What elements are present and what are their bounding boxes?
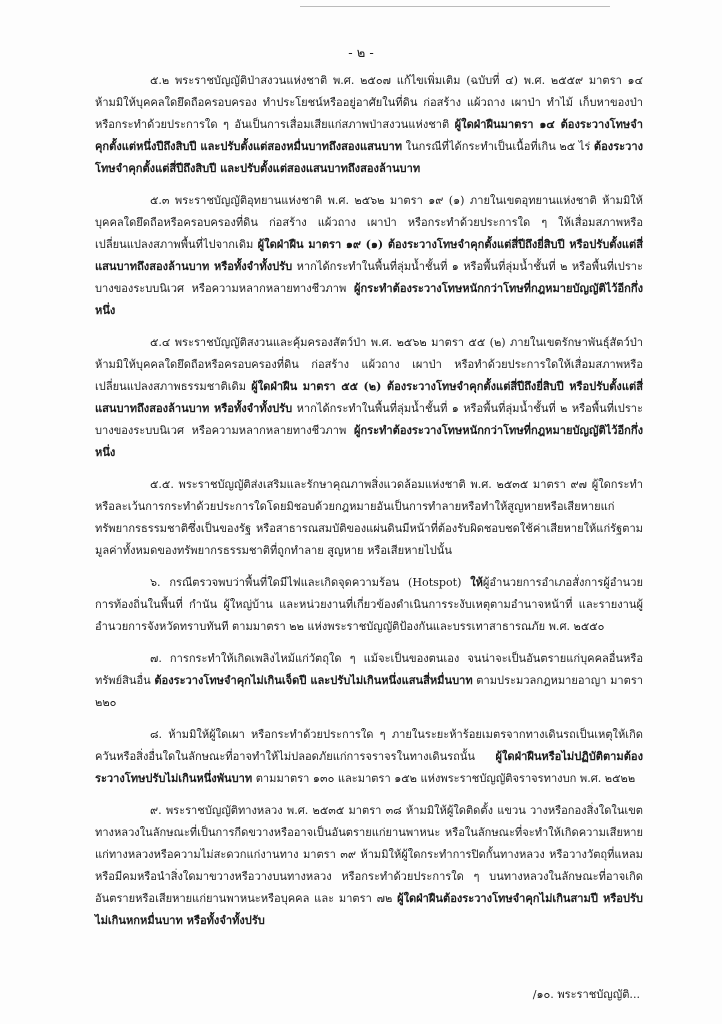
paragraph-gap [95,562,643,572]
text-run: ในกรณีที่ได้กระทำเป็นเนื้อที่เกิน ๒๕ ไร่ [402,140,594,153]
text-run: ผู้อำนวยการอำเภอสั่งการผู้อำนวยการท้องถิ่นในพื้นที่ กำนัน ผู้ใหญ่บ้าน และหน่วยงานที่เกี่ยวข้องดำเนินการระงับเหตุตามอำนาจหน้าที่ และรายงานผู้อำนวยการจังหวัดทราบทันที ตามมาตรา ๒๒ แห่งพระราชบัญญัติป้องกันและบรรเทาสาธารณภัย พ.ศ. ๒๕๕๐ [95,576,643,633]
text-run: หากได้กระทำในพื้นที่ลุ่มน้ำชั้นที่ ๑ หรือพื้นที่ลุ่มน้ำชั้นที่ ๒ หรือพื้นที่เปราะบางของระบบนิเวศ หรือความหลากหลายทางชีวภาพ [95,402,643,437]
text-run: ๗. การกระทำให้เกิดเพลิงไหม้แก่วัตถุใด ๆ แม้จะเป็นของตนเอง จนน่าจะเป็นอันตรายแก่บุคคลอื่นหรือทรัพย์สินอื่น [95,652,643,687]
bold-text: ผู้ใดฝ่าฝืน มาตรา ๕๕ (๒) ต้องระวางโทษจำคุกตั้งแต่สี่ปีถึงยี่สิบปี หรือปรับตั้งแต่สี่แสนบาทถึงสองล้านบาท หรือทั้งจำทั้งปรับ [95,380,643,415]
bold-text: ผู้ใดฝ่าฝืน มาตรา ๑๙ (๑) ต้องระวางโทษจำคุกตั้งแต่สี่ปีถึงยี่สิบปี หรือปรับตั้งแต่สี่แสนบาทถึงสองล้านบาท หรือทั้งจำทั้งปรับ [95,238,643,273]
bold-text: ผู้กระทำต้องระวางโทษหนักกว่าโทษที่กฎหมายบัญญัติไว้อีกกึ่งหนึ่ง [95,282,643,317]
document-body [95,70,643,932]
text-run: ๕.๕. พระราชบัญญัติส่งเสริมและรักษาคุณภาพสิ่งแวดล้อมแห่งชาติ พ.ศ. ๒๕๓๕ มาตรา ๙๗ ผู้ใดกระทำหรือละเว้นการกระทำด้วยประการใดโดยมิชอบด้วยกฎหมายอันเป็นการทำลายหรือทำให้สูญหายหรือเสียหายแก่ทรัพยากรธรรมชาติซึ่งเป็นของรัฐ หรือสาธารณสมบัติของแผ่นดินมีหน้าที่ต้องรับผิดชอบชดใช้ค่าเสียหายให้แก่รัฐตามมูลค่าทั้งหมดของทรัพยากรธรรมชาติที่ถูกทำลาย สูญหาย หรือเสียหายไปนั้น [95,478,643,557]
bold-text: ผู้กระทำต้องระวางโทษหนักกว่าโทษที่กฎหมายบัญญัติไว้อีกกึ่งหนึ่ง [95,424,643,459]
paragraph-gap [95,322,643,332]
text-run: ตามประมวลกฎหมายอาญา มาตรา ๒๒๐ [95,674,644,709]
paragraph-gap [95,714,643,724]
text-run: ๙. พระราชบัญญัติทางหลวง พ.ศ. ๒๕๓๕ มาตรา ๓๘ ห้ามมิให้ผู้ใดติดตั้ง แขวน วางหรือกองสิ่งใดในเขตทางหลวงในลักษณะที่เป็นการกีดขวางหรืออาจเป็นอันตรายแก่ยานพาหนะ หรือในลักษณะที่จะทำให้เกิดความเสียหายแก่ทางหลวงหรือความไม่สะดวกแก่งานทาง มาตรา ๓๙ ห้ามมิให้ผู้ใดกระทำการปิดกั้นทางหลวง หรือวางวัตถุที่แหลมหรือมีคมหรือนำสิ่งใดมาขวางหรือวางบนทางหลวง หรือกระทำด้วยประการใด ๆ บนทางหลวงในลักษณะที่อาจเกิดอันตรายหรือเสียหายแก่ยานพาหนะหรือบุคคล และ มาตรา ๗๒ [95,804,643,905]
bold-text: ผู้ใดฝ่าฝืนมาตรา ๑๔ ต้องระวางโทษจำคุกตั้งแต่หนึ่งปีถึงสิบปี และปรับตั้งแต่สองหมื่นบาทถึงสองแสนบาท [95,118,643,153]
paragraph [95,70,643,180]
paragraph-gap [95,790,643,800]
letterhead-rule [300,6,610,8]
paragraph-gap [95,638,643,648]
paragraph [95,800,643,932]
paragraph [95,332,643,464]
bold-text: ผู้ใดฝ่าฝืนต้องระวางโทษจำคุกไม่เกินสามปี หรือปรับไม่เกินหกหมื่นบาท หรือทั้งจำทั้งปรับ [95,892,643,927]
text-run: ๕.๒ พระราชบัญญัติป่าสงวนแห่งชาติ พ.ศ. ๒๕๐๗ แก้ไขเพิ่มเติม (ฉบับที่ ๔) พ.ศ. ๒๕๕๙ มาตรา ๑๔ ห้ามมิให้บุคคลใดยึดถือครอบครอง ทำประโยชน์หรืออยู่อาศัยในที่ดิน ก่อสร้าง แผ้วถาง เผาป่า ทำไม้ เก็บหาของป่า หรือกระทำด้วยประการใด ๆ อันเป็นการเสื่อมเสียแก่สภาพป่าสงวนแห่งชาติ [95,74,643,131]
continuation-marker: /๑๐. พระราชบัญญัติ... [532,988,640,1001]
paragraph-gap [95,180,643,190]
text-run: ๘. ห้ามมิให้ผู้ใดเผา หรือกระทำด้วยประการใด ๆ ภายในระยะห้าร้อยเมตรจากทางเดินรถเป็นเหตุให้เกิดควันหรือสิ่งอื่นใดในลักษณะที่อาจทำให้ไม่ปลอดภัยแก่การจราจรในทางเดินรถนั้น [95,728,643,763]
bold-text: ต้องระวางโทษจำคุกตั้งแต่สี่ปีถึงสิบปี และปรับตั้งแต่สองแสนบาทถึงสองล้านบาท [95,140,643,175]
bold-text: ให้ [470,576,483,589]
text-run: หากได้กระทำในพื้นที่ลุ่มน้ำชั้นที่ ๑ หรือพื้นที่ลุ่มน้ำชั้นที่ ๒ หรือพื้นที่เปราะบางของระบบนิเวศ หรือความหลากหลายทางชีวภาพ [95,260,643,295]
paragraph [95,648,643,714]
bold-text: ต้องระวางโทษจำคุกไม่เกินเจ็ดปี และปรับไม่เกินหนึ่งแสนสี่หมื่นบาท [154,674,473,687]
bold-text: ผู้ใดฝ่าฝืนหรือไม่ปฏิบัติตามต้องระวางโทษปรับไม่เกินหนึ่งพันบาท [95,750,643,785]
page-number: - ๒ - [348,46,374,61]
paragraph [95,190,643,322]
text-run: ๖. กรณีตรวจพบว่าพื้นที่ใดมีไฟและเกิดจุดความร้อน (Hotspot) [150,576,471,589]
paragraph [95,724,643,790]
paragraph-gap [95,464,643,474]
text-run: ๕.๔ พระราชบัญญัติสงวนและคุ้มครองสัตว์ป่า พ.ศ. ๒๕๖๒ มาตรา ๕๕ (๒) ภายในเขตรักษาพันธุ์สัตว์ป่า ห้ามมิให้บุคคลใดยึดถือหรือครอบครองที่ดิน ก่อสร้าง แผ้วถาง เผาป่า หรือทำด้วยประการใดให้เสื่อมสภาพหรือเปลี่ยนแปลงสภาพธรรมชาติเดิม [95,336,643,393]
paragraph [95,474,643,562]
text-run: ๕.๓ พระราชบัญญัติอุทยานแห่งชาติ พ.ศ. ๒๕๖๒ มาตรา ๑๙ (๑) ภายในเขตอุทยานแห่งชาติ ห้ามมิให้บุคคลใดยึดถือหรือครอบครองที่ดิน ก่อสร้าง แผ้วถาง เผาป่า หรือกระทำด้วยประการใด ๆ ให้เสื่อมสภาพหรือเปลี่ยนแปลงสภาพพื้นที่ไปจากเดิม [95,194,643,251]
text-run: ตามมาตรา ๑๓๐ และมาตรา ๑๕๒ แห่งพระราชบัญญัติจราจรทางบก พ.ศ. ๒๕๒๒ [252,772,636,785]
paragraph [95,572,643,638]
